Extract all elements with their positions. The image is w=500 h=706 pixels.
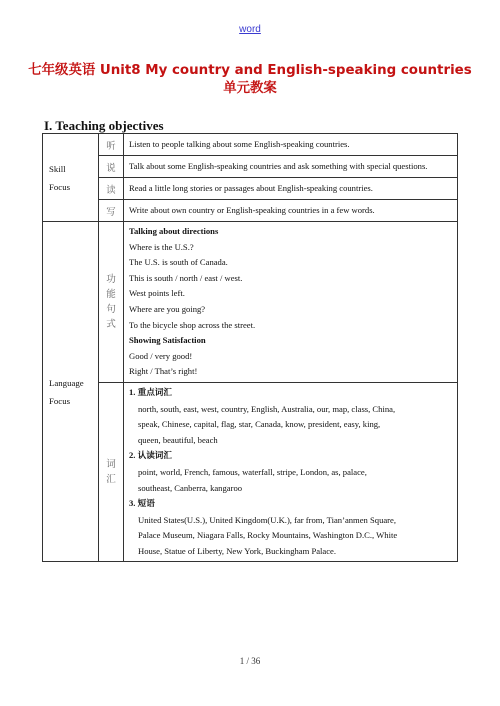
function-sentences <box>124 222 458 383</box>
document-title <box>0 62 500 98</box>
function-line: Right / That’s right! <box>129 366 198 377</box>
skill-text: Read a little long stories or passages about English-speaking countries. <box>124 178 458 200</box>
skill-text: Talk about some English-speaking countries and ask something with special questions. <box>124 156 458 178</box>
skill-row-listen <box>43 134 458 156</box>
skill-text: Listen to people talking about some English-speaking countries. <box>124 134 458 156</box>
vocabulary-row <box>43 382 458 562</box>
vocab-line: Palace Museum, Niagara Falls, Rocky Mountains, Washington D.C., White <box>138 530 398 541</box>
function-line: Talking about directions <box>129 226 219 236</box>
vocab-line: House, Statue of Liberty, New York, Buckingham Palace. <box>138 545 337 556</box>
objectives-table <box>42 133 458 562</box>
function-vertical-label: 功 能 句 式 <box>99 222 124 383</box>
section-heading: I. Teaching objectives <box>44 118 164 133</box>
vocab-group-heading: 2. 认读词汇 <box>129 450 172 462</box>
function-line: The U.S. is south of Canada. <box>129 257 228 268</box>
title-line-1: 七年级英语 Unit8 My country and English-speaking countries <box>28 63 472 78</box>
vocab-line: southeast, Canberra, kangaroo <box>138 482 243 493</box>
skill-name: 写 <box>99 200 124 222</box>
skill-row-speak <box>43 156 458 178</box>
vocab-line: queen, beautiful, beach <box>138 434 218 445</box>
skill-focus-label: Skill Focus <box>43 134 99 222</box>
function-row <box>43 222 458 383</box>
vocabulary-content <box>124 382 458 562</box>
vocabulary-vertical-label: 词 汇 <box>99 382 124 562</box>
function-line: This is south / north / east / west. <box>129 272 243 283</box>
function-line: To the bicycle shop across the street. <box>129 319 256 330</box>
function-line: Where are you going? <box>129 303 206 314</box>
skill-text: Write about own country or English-speaking countries in a few words. <box>124 200 458 222</box>
title-line-2: 单元教案 <box>223 81 277 96</box>
skill-row-read <box>43 178 458 200</box>
vocab-line: United States(U.S.), United Kingdom(U.K.), far from, Tian’anmen Square, <box>138 514 397 525</box>
vocab-line: speak, Chinese, capital, flag, star, Canada, know, president, easy, king, <box>138 419 381 430</box>
function-line: West points left. <box>129 288 185 299</box>
function-line: Showing Satisfaction <box>129 335 206 346</box>
function-line: Good / very good! <box>129 350 193 361</box>
vocab-group-heading: 1. 重点词汇 <box>129 386 172 398</box>
language-focus-label: Language Focus <box>43 222 99 562</box>
function-line: Where is the U.S.? <box>129 241 194 252</box>
header-word-link[interactable]: word <box>239 24 261 35</box>
skill-name: 听 <box>99 134 124 156</box>
vocab-group-heading: 3. 短语 <box>129 498 155 510</box>
skill-name: 读 <box>99 178 124 200</box>
vocab-line: north, south, east, west, country, English, Australia, our, map, class, China, <box>138 403 396 414</box>
page-number: 1 / 36 <box>239 656 261 666</box>
skill-row-write <box>43 200 458 222</box>
vocab-line: point, world, French, famous, waterfall, stripe, London, as, palace, <box>138 466 367 477</box>
skill-name: 说 <box>99 156 124 178</box>
